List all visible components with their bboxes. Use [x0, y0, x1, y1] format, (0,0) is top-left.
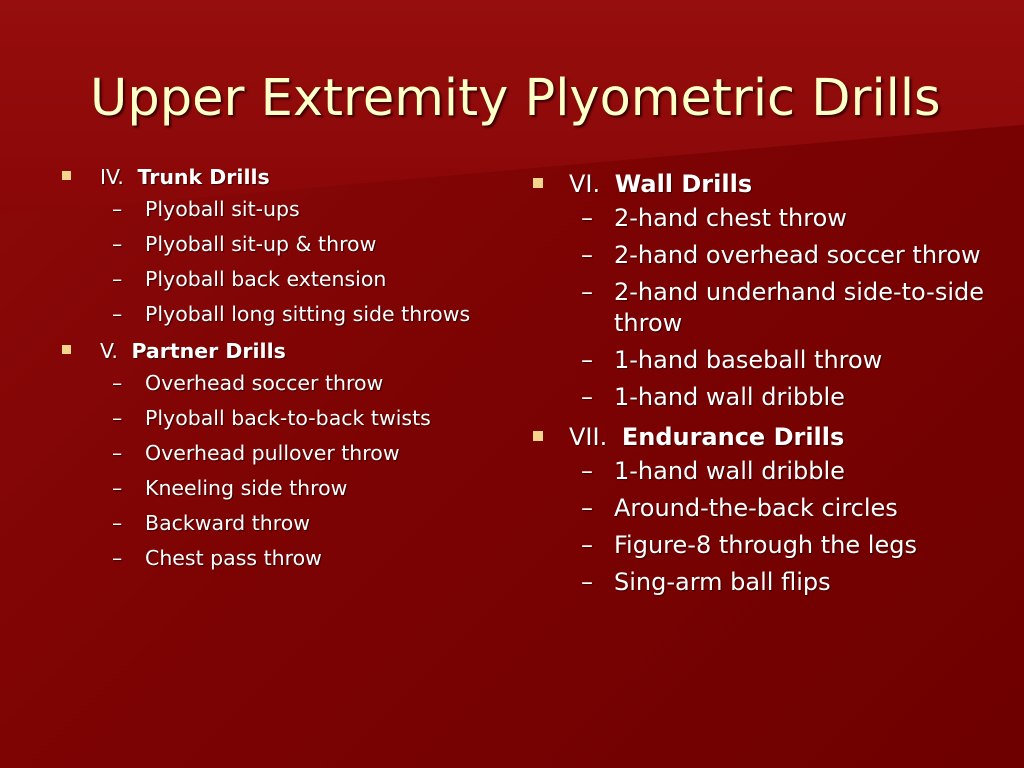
- dash-icon: –: [581, 346, 593, 374]
- list-item: [100, 543, 482, 573]
- list-item: [569, 240, 1003, 271]
- section-items: [100, 194, 482, 329]
- dash-icon: –: [112, 406, 123, 430]
- section-numeral: IV.: [100, 165, 124, 189]
- slide-title: Upper Extremity Plyometric Drills: [90, 69, 941, 128]
- dash-icon: –: [581, 278, 593, 306]
- section-numeral: V.: [100, 339, 118, 363]
- list-item-text: Chest pass throw: [145, 546, 322, 570]
- section-wall-drills: [533, 166, 1003, 413]
- dash-icon: –: [112, 267, 123, 291]
- list-item-text: Plyoball long sitting side throws: [145, 302, 471, 326]
- list-item: [100, 299, 482, 329]
- dash-icon: –: [581, 568, 593, 596]
- dash-icon: –: [112, 302, 123, 326]
- list-item: [569, 345, 1003, 376]
- list-item-text: Backward throw: [145, 511, 311, 535]
- list-item: [569, 567, 1003, 598]
- list-item-text: Sing-arm ball flips: [614, 568, 831, 596]
- square-bullet-icon: [62, 345, 71, 354]
- section-trunk-drills: [62, 160, 482, 329]
- section-heading-line: [100, 334, 482, 368]
- section-heading: Trunk Drills: [137, 165, 270, 189]
- square-bullet-icon: [533, 178, 543, 188]
- dash-icon: –: [112, 197, 123, 221]
- dash-icon: –: [112, 441, 123, 465]
- list-item: [569, 382, 1003, 413]
- list-item: [100, 438, 482, 468]
- list-item-text: Overhead pullover throw: [145, 441, 400, 465]
- section-numeral: VII.: [569, 423, 608, 451]
- dash-icon: –: [581, 531, 593, 559]
- list-item-text: 1-hand wall dribble: [614, 457, 845, 485]
- list-item: [100, 403, 482, 433]
- list-item: [100, 473, 482, 503]
- list-item-text: 2-hand chest throw: [614, 204, 847, 232]
- list-item-text: Around-the-back circles: [614, 494, 898, 522]
- square-bullet-icon: [62, 171, 71, 180]
- section-items: [569, 203, 1003, 413]
- section-items: [569, 456, 1003, 598]
- list-item: [569, 277, 1003, 339]
- list-item-text: 2-hand underhand side-to-side throw: [614, 278, 984, 337]
- section-items: [100, 368, 482, 573]
- section-heading: Endurance Drills: [621, 423, 845, 451]
- list-item-text: Overhead soccer throw: [145, 371, 384, 395]
- section-heading: Partner Drills: [131, 339, 286, 363]
- list-item: [569, 456, 1003, 487]
- list-item-text: Plyoball back-to-back twists: [145, 406, 431, 430]
- section-endurance-drills: [533, 419, 1003, 598]
- left-column: [62, 160, 482, 578]
- list-item: [569, 530, 1003, 561]
- dash-icon: –: [112, 371, 123, 395]
- list-item-text: 1-hand baseball throw: [614, 346, 883, 374]
- section-heading-line: [100, 160, 482, 194]
- list-item: [100, 194, 482, 224]
- dash-icon: –: [112, 476, 123, 500]
- list-item-text: Plyoball sit-up & throw: [145, 232, 377, 256]
- dash-icon: –: [112, 511, 123, 535]
- list-item-text: Plyoball back extension: [145, 267, 387, 291]
- section-numeral: VI.: [569, 170, 601, 198]
- list-item-text: Figure-8 through the legs: [614, 531, 917, 559]
- section-heading-line: [569, 419, 1003, 456]
- list-item: [100, 368, 482, 398]
- square-bullet-icon: [533, 431, 543, 441]
- right-column: [533, 166, 1003, 604]
- list-item-text: Kneeling side throw: [145, 476, 348, 500]
- list-item-text: 1-hand wall dribble: [614, 383, 845, 411]
- list-item: [569, 203, 1003, 234]
- dash-icon: –: [581, 457, 593, 485]
- section-heading: Wall Drills: [614, 170, 753, 198]
- dash-icon: –: [581, 204, 593, 232]
- dash-icon: –: [581, 241, 593, 269]
- dash-icon: –: [112, 546, 123, 570]
- dash-icon: –: [112, 232, 123, 256]
- section-heading-line: [569, 166, 1003, 203]
- list-item-text: Plyoball sit-ups: [145, 197, 300, 221]
- list-item: [100, 229, 482, 259]
- list-item-text: 2-hand overhead soccer throw: [614, 241, 981, 269]
- list-item: [569, 493, 1003, 524]
- list-item: [100, 508, 482, 538]
- list-item: [100, 264, 482, 294]
- section-partner-drills: [62, 334, 482, 573]
- dash-icon: –: [581, 383, 593, 411]
- dash-icon: –: [581, 494, 593, 522]
